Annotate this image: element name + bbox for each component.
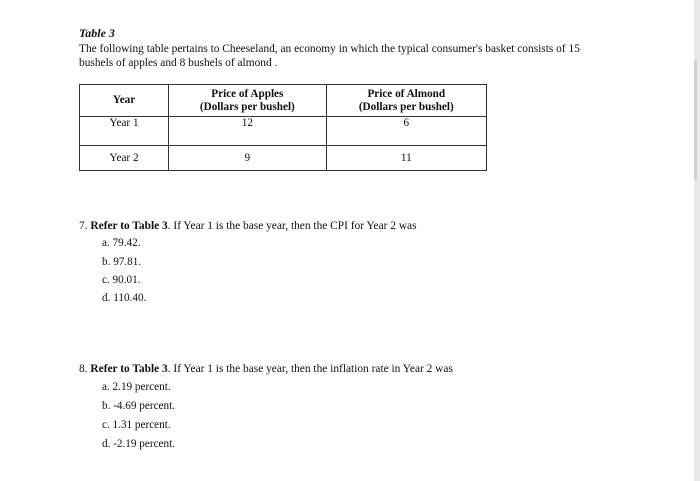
option-7a[interactable]: a. 79.42. [102, 237, 141, 249]
option-7d[interactable]: d. 110.40. [102, 292, 147, 304]
table-cell: 12 [169, 117, 326, 146]
table-cell: Year 1 [80, 117, 169, 146]
header-almond-line2: (Dollars per bushel) [358, 100, 454, 113]
table-cell: 9 [169, 146, 326, 171]
option-8c[interactable]: c. 1.31 percent. [102, 419, 171, 431]
option-8a[interactable]: a. 2.19 percent. [102, 381, 171, 393]
page-scrollbar[interactable] [694, 0, 700, 481]
option-8b[interactable]: b. -4.69 percent. [102, 400, 176, 412]
header-apples-line2: (Dollars per bushel) [199, 100, 295, 113]
question-lead: Refer to Table 3 [90, 363, 168, 375]
header-year-text: Year [112, 94, 136, 106]
question-lead: Refer to Table 3 [90, 220, 168, 232]
header-apples-line1: Price of Apples [211, 87, 284, 100]
price-table [79, 84, 487, 171]
header-apples [169, 85, 326, 117]
table-row [80, 146, 487, 171]
question-text: . If Year 1 is the base year, then the CPI for Year 2 was [167, 220, 417, 232]
table-row [80, 117, 487, 146]
question-number: 8. [79, 363, 88, 375]
intro-paragraph: The following table pertains to Cheeseland, an economy in which the typical consumer's basket consists of 15 bushels of apples and 8 bushels of almond . [79, 43, 580, 69]
header-almond [326, 85, 486, 117]
question-8 [79, 363, 453, 375]
question-7 [79, 220, 417, 232]
table-header-row [80, 85, 487, 117]
table-cell: 11 [326, 146, 486, 171]
option-7b[interactable]: b. 97.81. [102, 256, 142, 268]
header-year [80, 85, 169, 117]
table-cell: 6 [326, 117, 486, 146]
question-text: . If Year 1 is the base year, then the inflation rate in Year 2 was [167, 363, 453, 375]
option-7c[interactable]: c. 90.01. [102, 274, 141, 286]
question-number: 7. [79, 220, 88, 232]
header-almond-line1: Price of Almond [367, 87, 446, 100]
table-cell: Year 2 [80, 146, 169, 171]
option-8d[interactable]: d. -2.19 percent. [102, 438, 176, 450]
table-title: Table 3 [79, 26, 115, 40]
